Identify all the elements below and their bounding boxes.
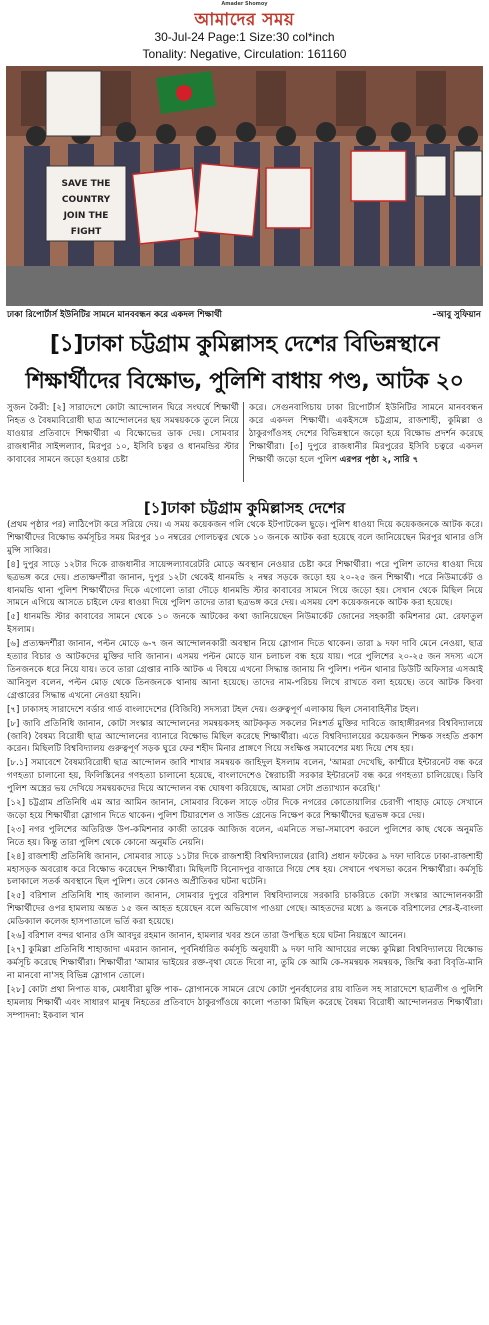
placard-top-left: [46, 71, 101, 136]
body-paragraph: [৮] জাবি প্রতিনিধি জানান, কোটা সংস্কার আন্দোলনের সমন্বয়কসহ আটককৃত সকলের নিঃশর্ত মুক্তির দাবিতে জাহাঙ্গীরনগর বিশ্ববিদ্যালয়ে (জাবি) বৈষম্য বিরোধী ছাত্র আন্দোলনের ব্যানারে বিক্ষোভ মিছিল করেছে শিক্ষার্থীরা। এতে বিশ্ববিদ্যালয়ের কয়েকজন শিক্ষক সংহতি প্রকাশ করেন। মিছিলটি বিশ্ববিদ্যালয় গুরুত্বপূর্ণ সড়ক ঘুরে ফের শহীদ মিনার প্রাঙ্গণে গিয়ে সংক্ষিপ্ত সমাবেশের মধ্য দিয়ে শেষ হয়।: [7, 718, 483, 755]
lede-column-2: [249, 402, 483, 467]
continue-jump: এরপর পৃষ্ঠা ২, সারি ৭: [339, 455, 419, 465]
body-paragraph: [১২] চট্টগ্রাম প্রতিনিধি এম আর আমিন জানান, সোমবার বিকেল সাড়ে ৩টার দিকে নগরের কোতোয়ালির চেরাগী পাহাড় মোড়ে সেখানে জড়ো হয়ে শিক্ষার্থীরা স্লোগান দিতে থাকেন। পুলিশ টিয়ারশেল ও সাউন্ড গ্রেনেড নিক্ষেপ করে শিক্ষার্থীদের ছত্রভঙ্গ করে দেয়।: [7, 798, 483, 821]
placard-far-right: [416, 156, 446, 196]
svg-text:JOIN THE: JOIN THE: [63, 211, 109, 221]
lede-column-1: সুজন কৈরী: [২] সারাদেশে কোটা আন্দোলন ঘিরে সংঘর্ষে শিক্ষার্থী নিহত ও বৈষম্যবিরোধী ছাত্র আন্দোলনের ছয় সমন্বয়ককে তুলে নিয়ে যাওয়ার প্রতিবাদে শিক্ষার্থীরা এ বিক্ষোভের ডাক দেয়। সোমবার রাজধানীর সাইন্সল্যাব, মিরপুর ১০, ইসিবি চত্বর ও ধানমন্ডির স্টার কাবাবের সামনে জড়ো হওয়ার চেষ্টা: [7, 403, 239, 465]
placard-right: [351, 151, 406, 201]
body-paragraph: [২৫] বরিশাল প্রতিনিধি শাহ জালাল জানান, সোমবার দুপুরে বরিশাল বিশ্ববিদ্যালয়ে সরকারি চাকরিতে কোটা সংস্কার আন্দোলনকারী শিক্ষার্থীদের ওপর হামলায় অন্তত ১৫ জন আহত হয়েছেন বলে অভিযোগ পাওয়া গেছে। আহতদের মধ্যে ৯ জনকে বরিশালের শের-ই-বাংলা মেডিক্যাল কলেজ হাসপাতালে ভর্তি করা হয়েছে।: [7, 891, 483, 928]
body-paragraph: [৮.১] সমাবেশে বৈষম্যবিরোধী ছাত্র আন্দোলন জাবি শাখার সমন্বয়ক জাহিদুল ইসলাম বলেন, 'আমরা দেখেছি, কাশ্মীরে ইন্টারনেট বন্ধ করে গণহত্যা চালানো হয়, ফিলিস্তিনের গণহত্যা চালানো হয়েছে, বাংলাদেশেও স্বৈরাচারী সরকার ইন্টারনেট বন্ধ করে গণহত্যা চালিয়েছে। ডিবি পুলিশ অস্ত্রের ভয় দেখিয়ে সমন্বয়কদের দিয়ে আন্দোলন বন্ধ ঘোষণা করিয়েছে, আমরা সেটা প্রত্যাখ্যান করেছি।': [7, 758, 483, 795]
clip-tonality-circulation: Tonality: Negative, Circulation: 161160: [142, 47, 347, 61]
placard-center: [195, 164, 259, 237]
protest-photo: [6, 66, 483, 306]
placard-red-text: [133, 168, 200, 244]
masthead: [0, 0, 489, 28]
body-paragraph: [২৭] কুমিল্লা প্রতিনিধি শাহাজাদা এমরান জানান, পূর্বনির্ধারিত কর্মসূচি অনুযায়ী ৯ দফা দাবি আদায়ের লক্ষ্যে কুমিল্লা বিশ্ববিদ্যালয়ে বিক্ষোভ কর্মসূচি করেছে শিক্ষার্থীরা। শিক্ষার্থীরা 'আমার ভাইয়ের রক্ত-বৃথা যেতে দিবো না, তুমি কে আমি কে-সমন্বয়ক সমন্বয়ক, জিম্মি করা বিবৃতি-মানি না মানবো না'সহ বিভিন্ন স্লোগান তোলে।: [7, 945, 483, 981]
logo-text: আমাদের সময়: [194, 10, 295, 30]
body-paragraph: [২৬] বরিশাল বন্দর থানার ওসি আবদুর রহমান জানান, হামলার খবর শুনে তারা উপস্থিত হয়ে ঘটনা নিয়ন্ত্রণে আনেন।: [7, 931, 407, 942]
continuation-subhead: [১]ঢাকা চট্টগ্রাম কুমিল্লাসহ দেশের: [143, 499, 346, 517]
body-paragraph: [৪] দুপুর সাড়ে ১২টার দিকে রাজধানীর সায়েন্সল্যাবরেটরি মোড়ে অবস্থান নেওয়ার চেষ্টা করে শিক্ষার্থীরা। পরে পুলিশ তাদের ধাওয়া দিয়ে ছত্রভঙ্গ করে দেয়। প্রত্যক্ষদর্শীরা জানান, দুপুর ১২টা থেকেই ধানমন্ডি ২ নম্বর সড়কে জড়ো হয় ২০-২৫ জন শিক্ষার্থী। পরে নিউমার্কেট ও ধানমন্ডি থানা পুলিশ শিক্ষার্থীদের দিকে এগোলো তারা দৌড়ে ধানমন্ডি স্টার কাবাবের সামনে গিয়ে জড়ো হয়। সেখান থেকে মিছিল নিয়ে সামনে এগিয়ে আসতে চাইলে ফের ধাওয়া দিয়ে পুলিশ তাদের তারা ছত্রভঙ্গ করে দেয়। এসময় বেশ কয়েকজনকে আটক করা হয়েছে।: [7, 559, 483, 609]
body-paragraph: [২৪] রাজশাহী প্রতিনিধি জানান, সোমবার সাড়ে ১১টার দিকে রাজশাহী বিশ্ববিদ্যালয়ের (রাবি) প্রধান ফটকের ৯ দফা দাবিতে ঢাকা-রাজশাহী মহাসড়ক অবরোধ করে বিক্ষোভ করেছেন শিক্ষার্থীরা। মিছিলটি বিনোদপুর বাজারে গিয়ে শেষ হয়। সেখানে পথসভা করেন শিক্ষার্থীরা। কর্মসূচি চলাকালে সতর্ক অবস্থানে ছিল পুলিশ। তবে কোনও অপ্রীতিকর ঘটনা ঘটেনি।: [7, 851, 483, 888]
body-paragraph: [৬] প্রত্যক্ষদর্শীরা জানান, পল্টন মোড়ে ৬-৭ জন আন্দোলনকারী অবস্থান নিয়ে স্লোগান দিতে থাকেন। তারা ৯ দফা দাবি মেনে নেওয়া, ছাত্র হত্যার বিচার ও আটকদের মুক্তির দাবি জানান। এসময় পল্টন মোড়ে যান চলাচল বন্ধ হয়ে যায়। পরে পুলিশের ২০-২৫ জন সদস্য এসে তিনজনকে ধরে নিয়ে যায়। তবে তারা গ্রেপ্তার নাকি আটক এ বিষয়ে এখনো সিদ্ধান্ত জানায় নি পুলিশ। পল্টন থানার ডিউটি অফিসার এসআই আনিসুল বলেন, পল্টন মোড় থেকে তিনজনকে থানায় আনা হয়েছে। তাদের নাম-পরিচয় লিখে রাখতে বলা হয়েছে। তবে আটক কিংবা গ্রেপ্তারের সিদ্ধান্ত এখনো নেওয়া হয়নি।: [7, 639, 483, 701]
svg-text:SAVE THE: SAVE THE: [61, 179, 111, 189]
svg-text:FIGHT: FIGHT: [70, 227, 102, 237]
body-paragraph: [২৮] কোটা প্রথা নিপাত যাক, মেধাবীরা মুক্তি পাক- স্লোগানকে সামনে রেখে কোটা পুনর্বহালের রায় বাতিল সহ সারাদেশে ছাত্রলীগ ও পুলিশি হামলায় শিক্ষার্থী এবং সাধারণ মানুষ নিহতের প্রতিবাদে ঠাকুরগাঁওয়ে কালো পতাকা মিছিল করেছে বৈষম্য বিরোধী আন্দোলনরত শিক্ষার্থীরা। সম্পাদনা: ইকবাল খান: [7, 984, 483, 1021]
photo-caption: ঢাকা রিপোর্টার্স ইউনিটির সামনে মানববন্ধন করে একদল শিক্ষার্থী: [7, 310, 222, 320]
body-paragraph: [৭] ঢাকাসহ সারাদেশে বর্ডার গার্ড বাংলাদেশের (বিজিবি) সদস্যরা টহল দেয়। গুরুত্বপূর্ণ এলাকায় ছিল সেনাবাহিনীর টহল।: [7, 704, 419, 715]
lede-column-2-text: করে। সেগুনবাগিচায় ঢাকা রিপোর্টার্স ইউনিটির সামনে মানববন্ধন করে একদল শিক্ষার্থী। একইসঙ্গে চট্টগ্রাম, রাজশাহী, কুমিল্লা ও ঠাকুরগাঁওসহ দেশের বিভিন্নস্থানে জড়ো হয়ে বিক্ষোভ প্রদর্শন করেছে শিক্ষার্থীরা। [৩] দুপুরে রাজধানীর মিরপুরের ইসিবি চত্বরে একদল শিক্ষার্থী জড়ো হলে পুলিশ: [249, 403, 483, 465]
headline-line-2: শিক্ষার্থীদের বিক্ষোভ, পুলিশি বাধায় পণ্ড, আটক ২০: [25, 369, 464, 394]
continuation-body: [7, 519, 483, 1023]
svg-text:COUNTRY: COUNTRY: [61, 195, 111, 205]
placard-edge: [454, 151, 482, 196]
headline-line-1: [১]ঢাকা চট্টগ্রাম কুমিল্লাসহ দেশের বিভিন্নস্থানে: [49, 332, 440, 357]
body-paragraph: (প্রথম পৃষ্ঠার পর) লাঠিপেটা করে সরিয়ে দেয়। এ সময় কয়েকজন গলি থেকে ইটপাটকেল ছুড়ে। পুলিশ ধাওয়া দিয়ে কয়েকজনকে আটক করে। শিক্ষার্থীদের বিক্ষোভ কর্মসূচির সময় মিরপুর ১০ নম্বরের গোলচত্বর থেকে ১০ জনকে আটক করা হয়েছে বলে জানিয়েছেন মিরপুর থানার ওসি মুন্সি সাব্বির।: [7, 520, 483, 556]
placard-right-center: [266, 168, 311, 228]
column-divider: [243, 402, 244, 482]
placard-save-country: [46, 166, 126, 241]
logo-subtext: Amader Shomoy: [221, 1, 268, 7]
body-paragraph: [৫] ধানমন্ডি স্টার কাবাবের সামনে থেকে ১০ জনকে আটকের কথা জানিয়েছেন নিউমার্কেট জোনের সহকারী কমিশনার মো. রেফাতুল ইসলাম।: [7, 612, 483, 636]
body-paragraph: [২৩] নগর পুলিশের অতিরিক্ত উপ-কমিশনার কাজী তারেক আজিজ বলেন, এমনিতে সভা-সমাবেশ করলে পুলিশের কাছ থেকে অনুমতি নিতে হয়। কিন্তু তারা পুলিশ থেকে কোনো অনুমতি নেয়নি।: [7, 824, 483, 848]
lede-section: [7, 402, 483, 482]
photo-credit: –আবু সুফিয়ান: [432, 310, 481, 320]
clip-date-page-size: 30-Jul-24 Page:1 Size:30 col*inch: [154, 30, 335, 44]
